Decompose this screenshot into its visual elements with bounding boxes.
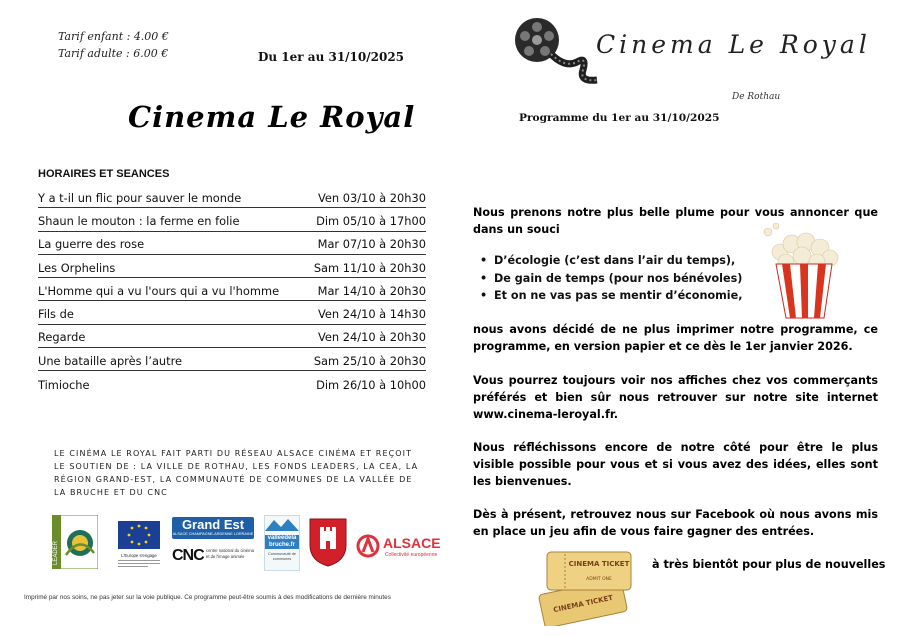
seance-row xyxy=(38,301,426,324)
seance-film: Y a t-il un flic pour sauver le monde xyxy=(38,190,242,205)
cinema-tickets-icon xyxy=(533,548,633,626)
seance-date: Sam 25/10 à 20h30 xyxy=(313,353,426,368)
programme-dates: Programme du 1er au 31/10/2025 xyxy=(519,112,720,124)
alsace-mark-icon xyxy=(355,533,381,559)
list-item: • D’écologie (c’est dans l’air du temps), xyxy=(478,252,742,270)
seance-date: Mar 07/10 à 20h30 xyxy=(317,237,426,252)
paragraph-decision: nous avons décidé de ne plus imprimer notre programme, ce programme, en version papier et ce dès le 1er janvier 2026. xyxy=(473,323,878,353)
seance-date: Sam 11/10 à 20h30 xyxy=(313,260,426,275)
seance-date: Dim 26/10 à 10h00 xyxy=(316,377,426,392)
intro-paragraph: Nous prenons notre plus belle plume pour vous annoncer que dans un souci xyxy=(473,206,878,236)
tarifs-block xyxy=(58,28,169,62)
seance-date: Ven 24/10 à 20h30 xyxy=(317,330,426,345)
alsace-sub: Collectivité européenne xyxy=(385,552,438,558)
popcorn-icon xyxy=(762,222,846,320)
cnc-sub: centre national du cinéma et de l'image animée xyxy=(206,548,254,559)
seance-film: Les Orphelins xyxy=(38,260,116,275)
leader-logo xyxy=(52,515,98,569)
seance-film: Shaun le mouton : la ferme en folie xyxy=(38,213,240,228)
seance-film: Fils de xyxy=(38,307,74,322)
tarif-adulte: Tarif adulte : 6.00 € xyxy=(58,47,169,60)
seance-row xyxy=(38,208,426,231)
seance-date: Ven 03/10 à 20h30 xyxy=(317,190,426,205)
paragraph-affiches: Vous pourrez toujours voir nos affiches chez vos commerçants préférés et bien sûr nous retrouver sur notre site internet www.cinema-leroyal.fr. xyxy=(473,374,878,421)
rothau-coat-of-arms-icon xyxy=(308,517,348,567)
seance-row xyxy=(38,325,426,348)
tarif-enfant: Tarif enfant : 4.00 € xyxy=(58,30,169,43)
seance-film: Une bataille après l’autre xyxy=(38,353,183,368)
cinema-logo-right: Cinema Le Royal xyxy=(596,30,871,59)
seance-row xyxy=(38,371,426,394)
vallee-sub: Communauté de communes xyxy=(267,552,297,561)
seance-row xyxy=(38,185,426,208)
seance-date: Mar 14/10 à 20h30 xyxy=(317,283,426,298)
paragraph-ideas: Nous réfléchissons encore de notre côté pour être le plus visible possible pour vous et si vous avez des idées, elles sont les bienvenues. xyxy=(473,441,878,488)
seance-film: L'Homme qui a vu l'ours qui a vu l'homme xyxy=(38,283,280,298)
seance-row xyxy=(38,348,426,371)
seance-film: Regarde xyxy=(38,330,86,345)
vallee-bruche-logo xyxy=(264,515,300,571)
alsace-label: ALSACE xyxy=(383,535,441,551)
vallee-label: valleedela bruche.fr xyxy=(265,535,299,549)
partner-logos xyxy=(52,515,447,571)
dates-left: Du 1er au 31/10/2025 xyxy=(258,50,405,64)
leader-label: LEADER xyxy=(53,540,59,565)
closing-line: à très bientôt pour plus de nouvelles xyxy=(652,558,886,571)
ticket-label: CINEMA TICKET xyxy=(568,560,630,568)
horaires-title: HORAIRES ET SEANCES xyxy=(38,168,170,180)
ticket-label-back: CINEMA TICKET xyxy=(552,593,614,615)
seance-film: La guerre des rose xyxy=(38,237,145,252)
grandest-sub: ALSACE CHAMPAGNE-ARDENNE LORRAINE xyxy=(172,532,254,536)
seance-film: Timioche xyxy=(38,377,90,392)
mountain-icon xyxy=(265,517,299,531)
list-item: • De gain de temps (pour nos bénévoles) xyxy=(478,270,742,288)
cnc-logo: CNC xyxy=(172,547,204,564)
cinema-logo-subtitle: De Rothau xyxy=(732,92,781,102)
seances-table xyxy=(38,185,426,395)
paragraph-facebook: Dès à présent, retrouvez nous sur Facebook où nous avons mis en place un jeu afin de vous faire gagner des entrées. xyxy=(473,508,878,538)
seance-date: Ven 24/10 à 14h30 xyxy=(317,307,426,322)
eu-flag-logo xyxy=(114,521,164,569)
seance-row xyxy=(38,255,426,278)
eu-label: L'Europe s'engage xyxy=(121,553,157,558)
cinema-logo-left: Cinema Le Royal xyxy=(128,100,416,134)
footnote: Imprimé par nos soins, ne pas jeter sur la voie publique. Ce programme peut-être soumis à des modifications de dernière minutes xyxy=(24,594,391,601)
ticket-admit: ADMIT ONE xyxy=(586,577,612,582)
reasons-list xyxy=(478,252,742,305)
seance-row xyxy=(38,278,426,301)
reseau-paragraph: LE CINÉMA LE ROYAL FAIT PARTI DU RÉSEAU ALSACE CINÉMA ET REÇOIT LE SOUTIEN DE : LA VILLE DE ROTHAU, LES FONDS LEADERS, LA CEA, LA RÉGION GRAND-EST, LA COMMUNAUTÉ DE COMMUNES DE LA VALLÉE DE LA BRUCHE ET DU CNC xyxy=(54,449,419,497)
seance-row xyxy=(38,232,426,255)
grandest-label: Grand Est xyxy=(181,517,245,532)
seance-date: Dim 05/10 à 17h00 xyxy=(316,213,426,228)
list-item: • Et on ne vas pas se mentir d’économie, xyxy=(478,287,742,305)
grandest-logo xyxy=(172,517,254,539)
